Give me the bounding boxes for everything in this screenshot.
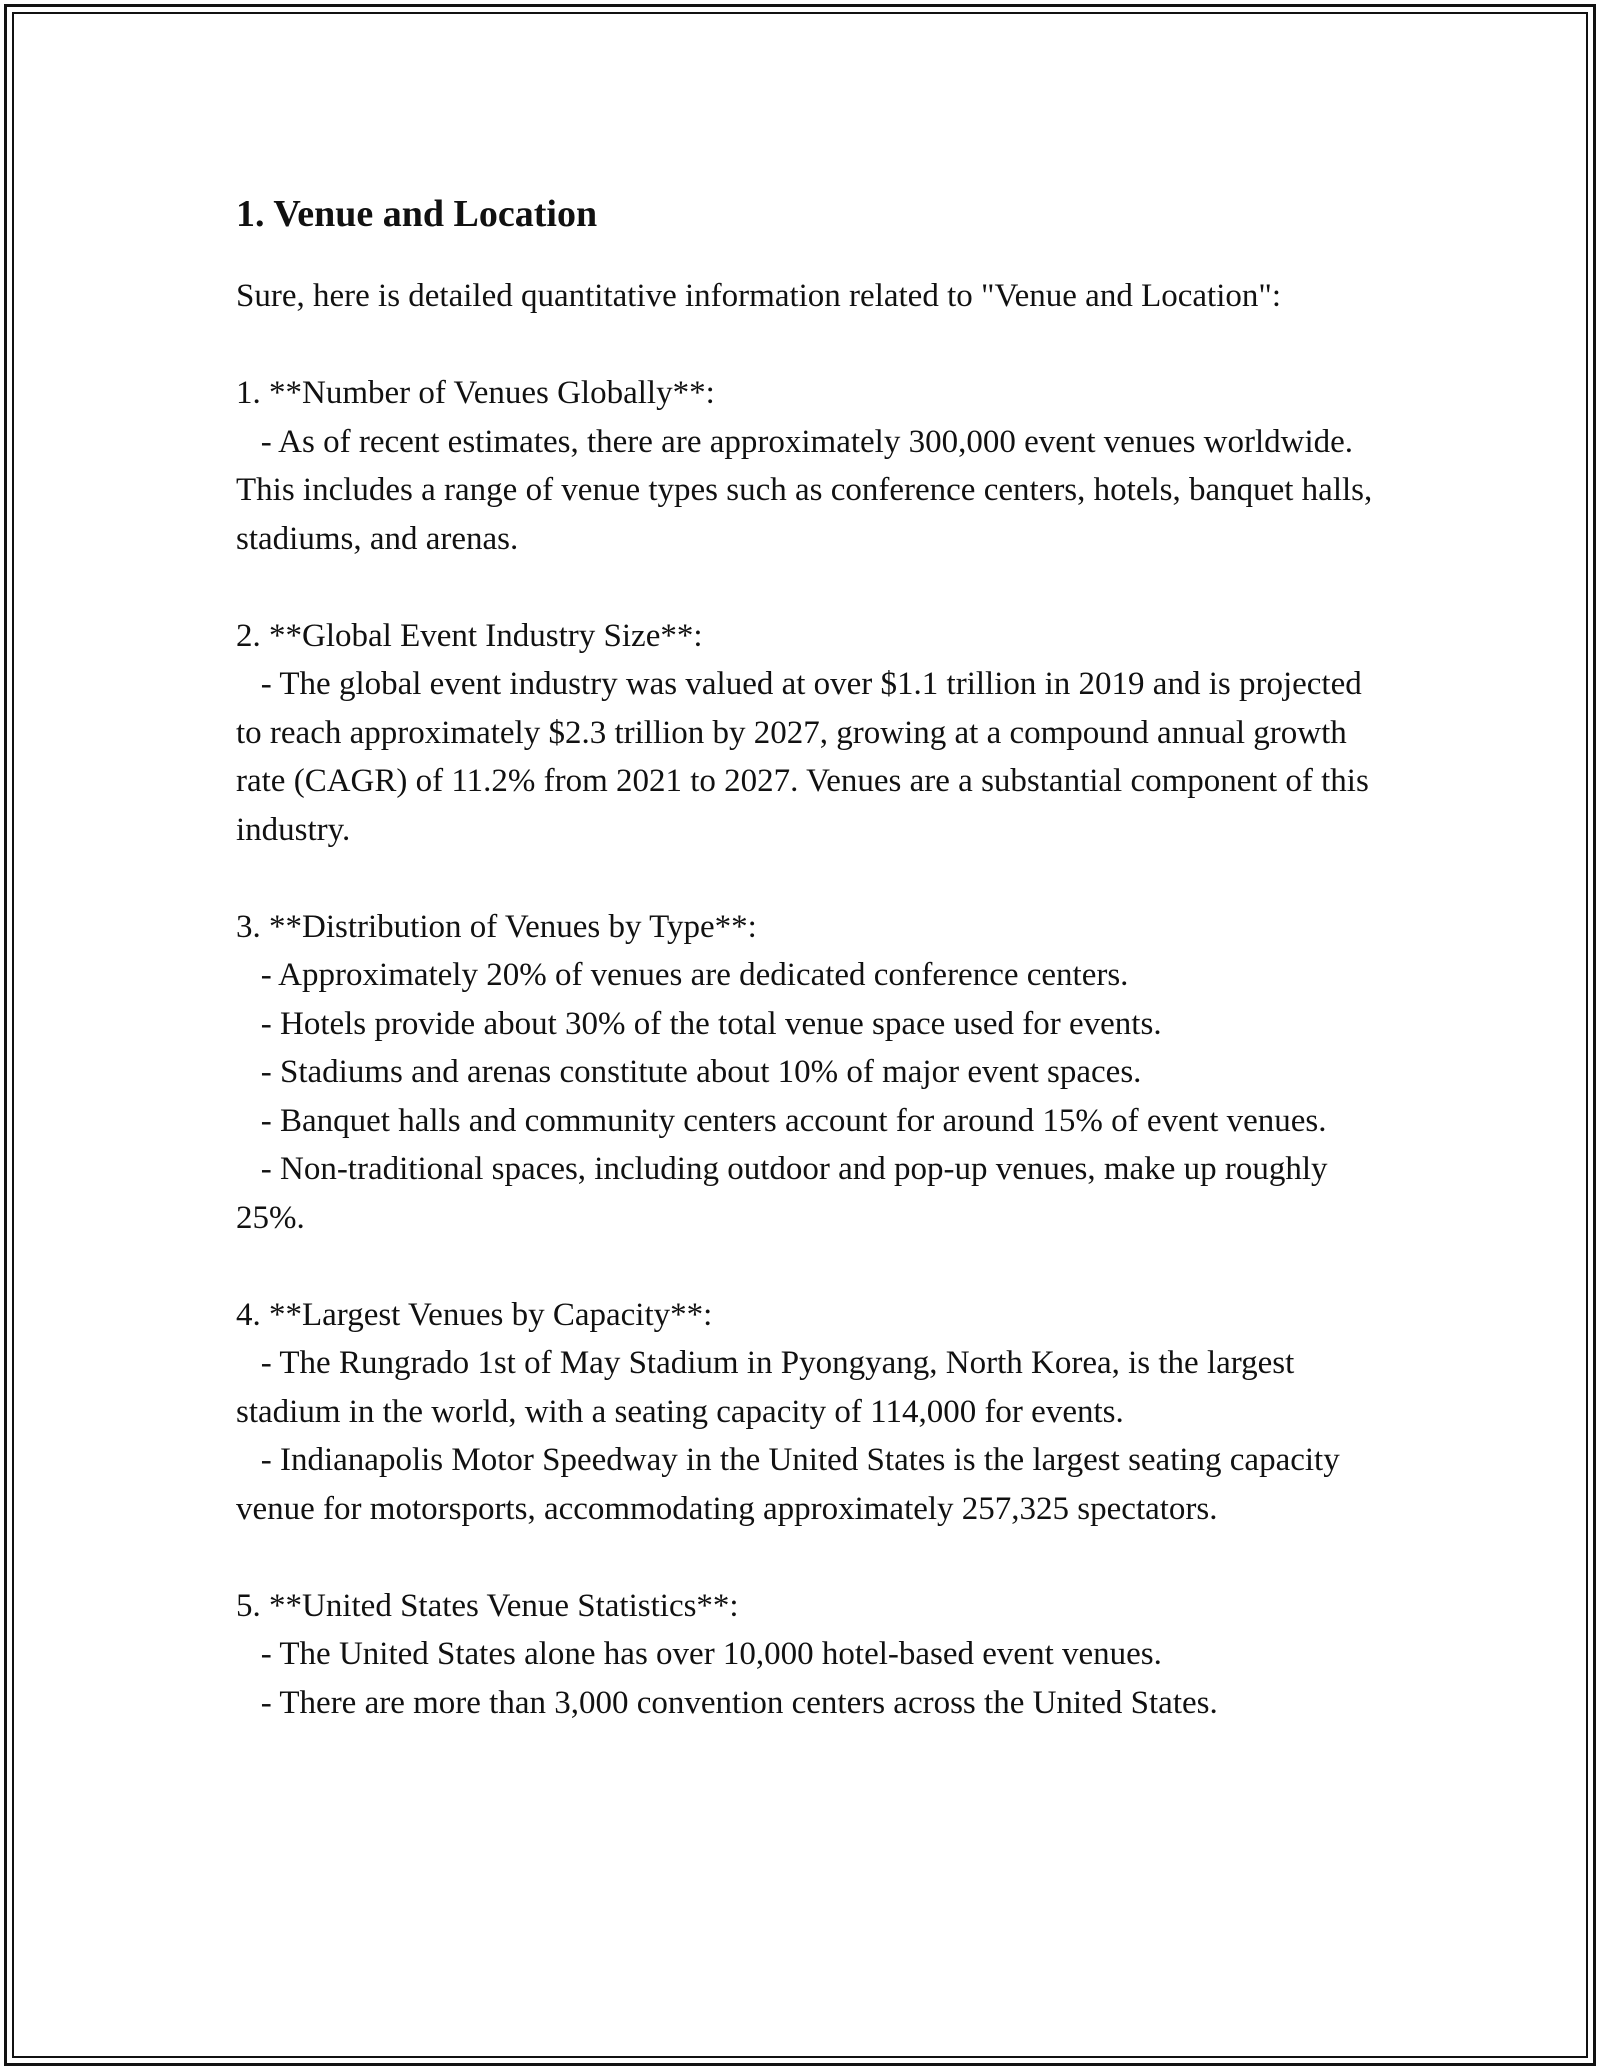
list-item-detail: - Indianapolis Motor Speedway in the United States is the largest seating capacity venue for motorsports, accommodating approximately 257,325 spectators. [236,1442,1348,1527]
list-item-detail: - Banquet halls and community centers account for around 15% of event venues. [236,1102,1327,1139]
list-item-detail: - Non-traditional spaces, including outdoor and pop-up venues, make up roughly 25%. [236,1151,1336,1236]
list-item-title: 4. **Largest Venues by Capacity**: [236,1296,713,1333]
list-item [236,369,1386,563]
list-item-detail: - The United States alone has over 10,000 hotel-based event venues. [236,1636,1162,1672]
section-heading: 1. Venue and Location [236,193,598,235]
list-item-title: 2. **Global Event Industry Size**: [236,617,703,654]
list-item [236,612,1386,855]
list-item [236,1291,1386,1534]
list-item-detail: - Hotels provide about 30% of the total venue space used for events. [236,1005,1162,1042]
list-item-detail: - Stadiums and arenas constitute about 10% of major event spaces. [236,1054,1142,1090]
list-item-detail: - Approximately 20% of venues are dedicated conference centers. [236,957,1129,993]
list-item-detail: - There are more than 3,000 convention centers across the United States. [236,1684,1218,1721]
document-body [236,188,1386,1727]
list-item-title: 5. **United States Venue Statistics**: [236,1587,739,1624]
list-item-detail: - As of recent estimates, there are approximately 300,000 event venues worldwide. This includes a range of venue types such as conference centers, hotels, banquet halls, stadiums, and arenas. [236,423,1381,557]
intro-paragraph: Sure, here is detailed quantitative information related to "Venue and Location": [236,278,1282,314]
list-item-detail: - The Rungrado 1st of May Stadium in Pyongyang, North Korea, is the largest stadium in the world, with a seating capacity of 114,000 for events. [236,1345,1303,1430]
list-item [236,903,1386,1243]
list-item-detail: - The global event industry was valued at over $1.1 trillion in 2019 and is projected to reach approximately $2.3 trillion by 2027, growing at a compound annual growth rate (CAGR) of 11.2% from 2021 to 2027. Venues are a substantial component of this industry. [236,666,1378,848]
list-item-title: 1. **Number of Venues Globally**: [236,375,715,411]
list-item-title: 3. **Distribution of Venues by Type**: [236,908,757,945]
list-item [236,1582,1386,1728]
